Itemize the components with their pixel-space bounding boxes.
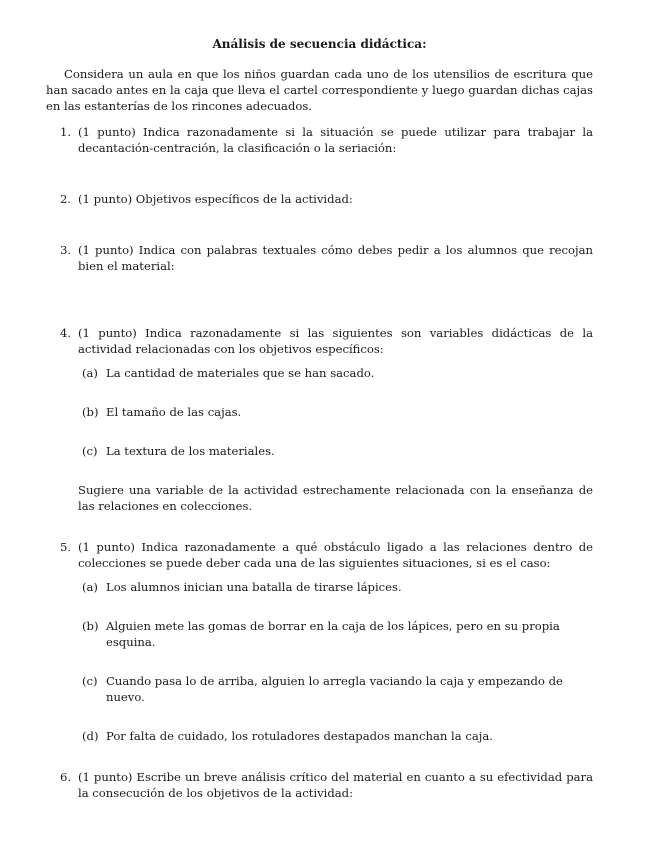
question-text: (1 punto) Indica razonadamente si la situación se puede utilizar para trabajar la decantación-centración, la clasificación o la seriación: xyxy=(78,125,593,155)
item-text: Los alumnos inician una batalla de tirarse lápices. xyxy=(106,580,402,594)
item-text: Por falta de cuidado, los rotuladores destapados manchan la caja. xyxy=(106,729,493,743)
item-text: Cuando pasa lo de arriba, alguien lo arregla vaciando la caja y empezando de nuevo. xyxy=(106,674,563,704)
question-text: (1 punto) Indica razonadamente si las siguientes son variables didácticas de la actividad relacionadas con los objetivos específicos: xyxy=(78,326,593,356)
question-5-item-d xyxy=(46,728,593,744)
question-1 xyxy=(46,124,593,156)
question-number: 2. xyxy=(60,192,72,206)
question-text: (1 punto) Indica razonadamente a qué obstáculo ligado a las relaciones dentro de colecciones se puede deber cada una de las siguientes situaciones, si es el caso: xyxy=(78,540,593,570)
intro-paragraph: Considera un aula en que los niños guardan cada uno de los utensilios de escritura que han sacado antes en la caja que lleva el cartel correspondiente y luego guardan dichas cajas en las estanterías de los rincones adecuados. xyxy=(46,67,593,113)
item-text: La cantidad de materiales que se han sacado. xyxy=(106,366,375,380)
item-label: (a) xyxy=(82,580,98,594)
question-3 xyxy=(46,242,593,274)
question-text: (1 punto) Objetivos específicos de la actividad: xyxy=(78,192,353,206)
question-number: 1. xyxy=(60,125,72,139)
question-5-item-a xyxy=(46,579,593,595)
question-4-item-a xyxy=(46,365,593,381)
item-label: (b) xyxy=(82,619,99,633)
question-5-item-b xyxy=(46,618,593,650)
page-title: Análisis de secuencia didáctica: xyxy=(212,37,427,51)
item-label: (c) xyxy=(82,444,98,458)
question-4-item-b xyxy=(46,404,593,420)
question-number: 5. xyxy=(60,540,72,554)
item-text: Alguien mete las gomas de borrar en la caja de los lápices, pero en su propia esquina. xyxy=(106,619,560,649)
item-text: El tamaño de las cajas. xyxy=(106,405,242,419)
question-number: 3. xyxy=(60,243,72,257)
question-6 xyxy=(46,769,593,801)
question-number: 6. xyxy=(60,770,72,784)
question-5 xyxy=(46,539,593,571)
question-number: 4. xyxy=(60,326,72,340)
item-label: (a) xyxy=(82,366,98,380)
question-2 xyxy=(46,191,593,207)
item-text: La textura de los materiales. xyxy=(106,444,275,458)
item-label: (d) xyxy=(82,729,99,743)
question-4 xyxy=(46,325,593,357)
item-label: (c) xyxy=(82,674,98,688)
item-label: (b) xyxy=(82,405,99,419)
question-4-followup: Sugiere una variable de la actividad estrechamente relacionada con la enseñanza de las relaciones en colecciones. xyxy=(78,483,593,513)
question-5-item-c xyxy=(46,673,593,705)
question-text: (1 punto) Escribe un breve análisis crítico del material en cuanto a su efectividad para la consecución de los objetivos de la actividad: xyxy=(78,770,593,800)
question-4-item-c xyxy=(46,443,593,459)
document-page xyxy=(46,36,593,801)
question-text: (1 punto) Indica con palabras textuales cómo debes pedir a los alumnos que recojan bien el material: xyxy=(78,243,593,273)
